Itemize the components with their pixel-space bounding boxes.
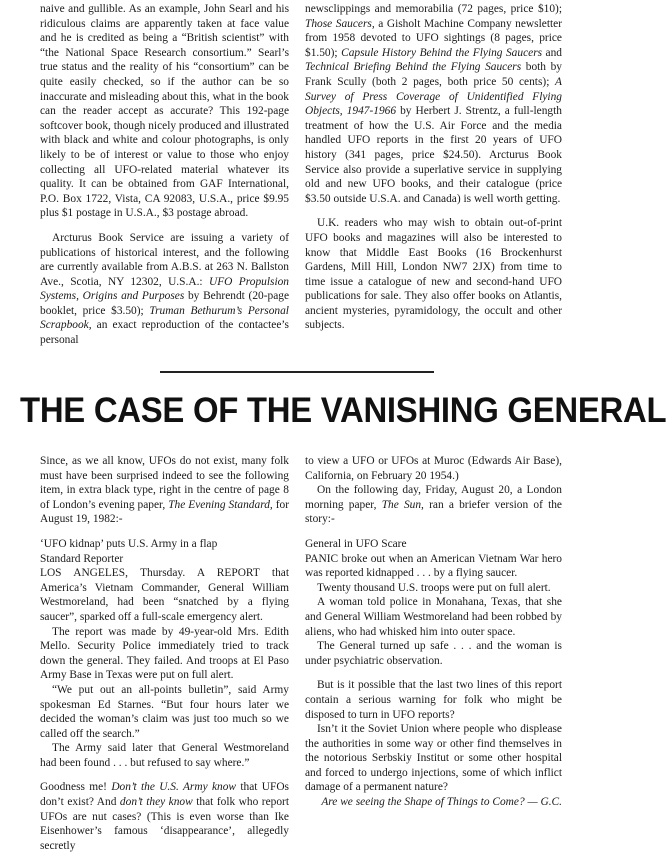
top-right-column <box>305 2 562 333</box>
italic-text: The Evening Standard, <box>168 498 273 511</box>
paragraph <box>40 2 289 221</box>
text-run: naive and gullible. As an example, John Searl and his ridiculous claims are apparently taken at face value and he is credited as being a “British scientist” with “the National Space Research consortium.” Searl’s true status and the reality of his “consortium” can be quite easily checked, so if the author can be so inaccurate and misleading about this, what in the book can the reader accept as accurate? This 192-page softcover book, though nicely produced and illustrated with black and white and colour photographs, is only likely to be of interest or value to those who enjoy collecting all UFO-related material whatever its quality. It can be obtained from GAF International, P.O. Box 1722, Vista, CA 92083, U.S.A., price $9.95 plus $1 postage in U.S.A., $3 postage abroad. <box>40 3 289 220</box>
text-run: U.K. readers who may wish to obtain out-of-print UFO books and magazines will also be interested to know that Middle East Books (16 Brockenhurst Gardens, Mill Hill, London NW7 2JX) from time to time issue a catalogue of new and second-hand UFO publications for sale. They also offer books on Atlantis, ancient mysteries, pyramidology, the occult and other subjects. <box>305 217 562 332</box>
clipping-paragraph: The report was made by 49-year-old Mrs. Edith Mello. Security Police immediately tried to track down the general. They failed. And troops at El Paso Army Base in Texas were put on full alert. <box>40 625 289 682</box>
top-left-column <box>40 2 289 348</box>
text-run: and <box>542 46 563 59</box>
bottom-right-column <box>305 454 562 810</box>
text-run: Arcturus Book Service are issuing a variety of publications of historical interest, and the following are currently available from A.B.S. at 263 N. Ballston Ave., Scotia, NY 12302, U.S.A.: <box>40 231 289 288</box>
paragraph: But is it possible that the last two lines of this report contain a serious warning for folk who might be disposed to turn in UFO reports? <box>305 679 562 721</box>
clipping-paragraph: LOS ANGELES, Thursday. A REPORT that America’s Vietnam Commander, General William Westmoreland, had been “snatched by a flying saucer”, sparked off a full-scale emergency alert. <box>40 567 289 623</box>
clipping-headline: General in UFO Scare <box>305 537 407 550</box>
paragraph <box>40 231 289 348</box>
clipping-paragraph: The General turned up safe . . . and the woman is under psychiatric observation. <box>305 640 562 667</box>
italic-text: Those Saucers, <box>305 17 375 30</box>
clipping-paragraph: The Army said later that General Westmoreland had been found . . . but refused to say where.” <box>40 742 289 769</box>
clipping-headline: ‘UFO kidnap’ puts U.S. Army in a flap <box>40 537 218 550</box>
paragraph <box>305 483 562 527</box>
text-run: that folk who report UFOs are nut cases? (This is even worse than Ike Eisenhower’s famous ‘disappearance’, allegedly secretly <box>40 796 289 852</box>
clipping-paragraph: A woman told police in Monahana, Texas, that she and General William Westmoreland had been robbed by aliens, who had whisked him into outer space. <box>305 596 562 638</box>
section-divider <box>160 371 434 373</box>
text-run: Goodness me! <box>40 781 112 794</box>
text-run: newsclippings and memorabilia (72 pages, price $10); <box>305 3 562 15</box>
text-run: for August 19, 1982:- <box>40 498 290 526</box>
clipping-paragraph: PANIC broke out when an American Vietnam War hero was reported kidnapped . . . by a flying saucer. <box>305 552 562 580</box>
article-headline: THE CASE OF THE VANISHING GENERAL <box>20 391 666 430</box>
bottom-left-column <box>40 454 289 853</box>
text-run: On the following day, Friday, August 20, a London morning paper, <box>305 484 562 511</box>
paragraph <box>305 216 562 333</box>
paragraph <box>40 454 289 527</box>
italic-text: UFO Propulsion Systems, Origins and Purposes <box>40 275 289 303</box>
text-run: a Gisholt Machine Company newsletter from 1958 devoted to UFO sightings (8 pages, price $1.50); <box>305 17 562 59</box>
text-run: by Herbert J. Strentz, a full-length treatment of how the U.S. Air Force and the media handled UFO reports in the first 20 years of UFO history (341 pages, price $24.50). Arcturus Book Service also provide a superlative service in supplying old and new UFO books, and their catalogue (price $3.50 outside U.S.A. and Canada) is well worth getting. <box>305 105 562 205</box>
text-run: both by Frank Scully (both 2 pages, both price 50 cents); <box>305 61 562 88</box>
italic-text: A Survey of Press Coverage of Unidentified Flying Objects, 1947-1966 <box>305 75 562 118</box>
text-run: ran a briefer version of the story:- <box>305 498 562 526</box>
italic-text: The Sun, <box>381 498 424 511</box>
clipping-byline: Standard Reporter <box>40 552 124 565</box>
italic-text: Technical Briefing Behind the Flying Saucers <box>305 61 522 74</box>
text-run: by Behrendt (20-page booklet, price $3.50); <box>40 290 290 317</box>
text-run: an exact reproduction of the contactee’s personal <box>40 319 289 347</box>
paragraph: Isn’t it the Soviet Union where people who displease the authorities in some way or other find themselves in the notorious Serbskiy Institut or some other hospital and forced to undergo injections, some of which inflict damage of a permanent nature? <box>305 723 562 794</box>
paragraph <box>305 2 562 206</box>
italic-text: Truman Bethurum’s Personal Scrapbook, <box>40 304 289 332</box>
clipping-paragraph: “We put out an all-points bulletin”, said Army spokesman Ed Starnes. “But four hours later we decided the woman’s claim was just too much so we called off the search.” <box>40 683 289 740</box>
text-run: Since, as we all know, UFOs do not exist, many folk must have been surprised indeed to see the following item, in extra black type, right in the centre of page 8 of London’s evening paper, <box>40 455 289 511</box>
clipping-paragraph: Twenty thousand U.S. troops were put on full alert. <box>317 581 551 594</box>
italic-text: Don’t the U.S. Army know <box>111 781 237 794</box>
italic-text: Capsule History Behind the Flying Saucers <box>341 46 543 59</box>
paragraph: to view a UFO or UFOs at Muroc (Edwards Air Base), California, on February 20 1954.) <box>305 455 562 482</box>
paragraph <box>40 780 289 853</box>
italic-text: Are we seeing the Shape of Things to Come? — G.C. <box>321 796 562 809</box>
text-run: that UFOs don’t exist? And <box>40 781 289 809</box>
italic-text: don’t they know <box>119 796 193 809</box>
closing-signoff <box>305 795 562 810</box>
